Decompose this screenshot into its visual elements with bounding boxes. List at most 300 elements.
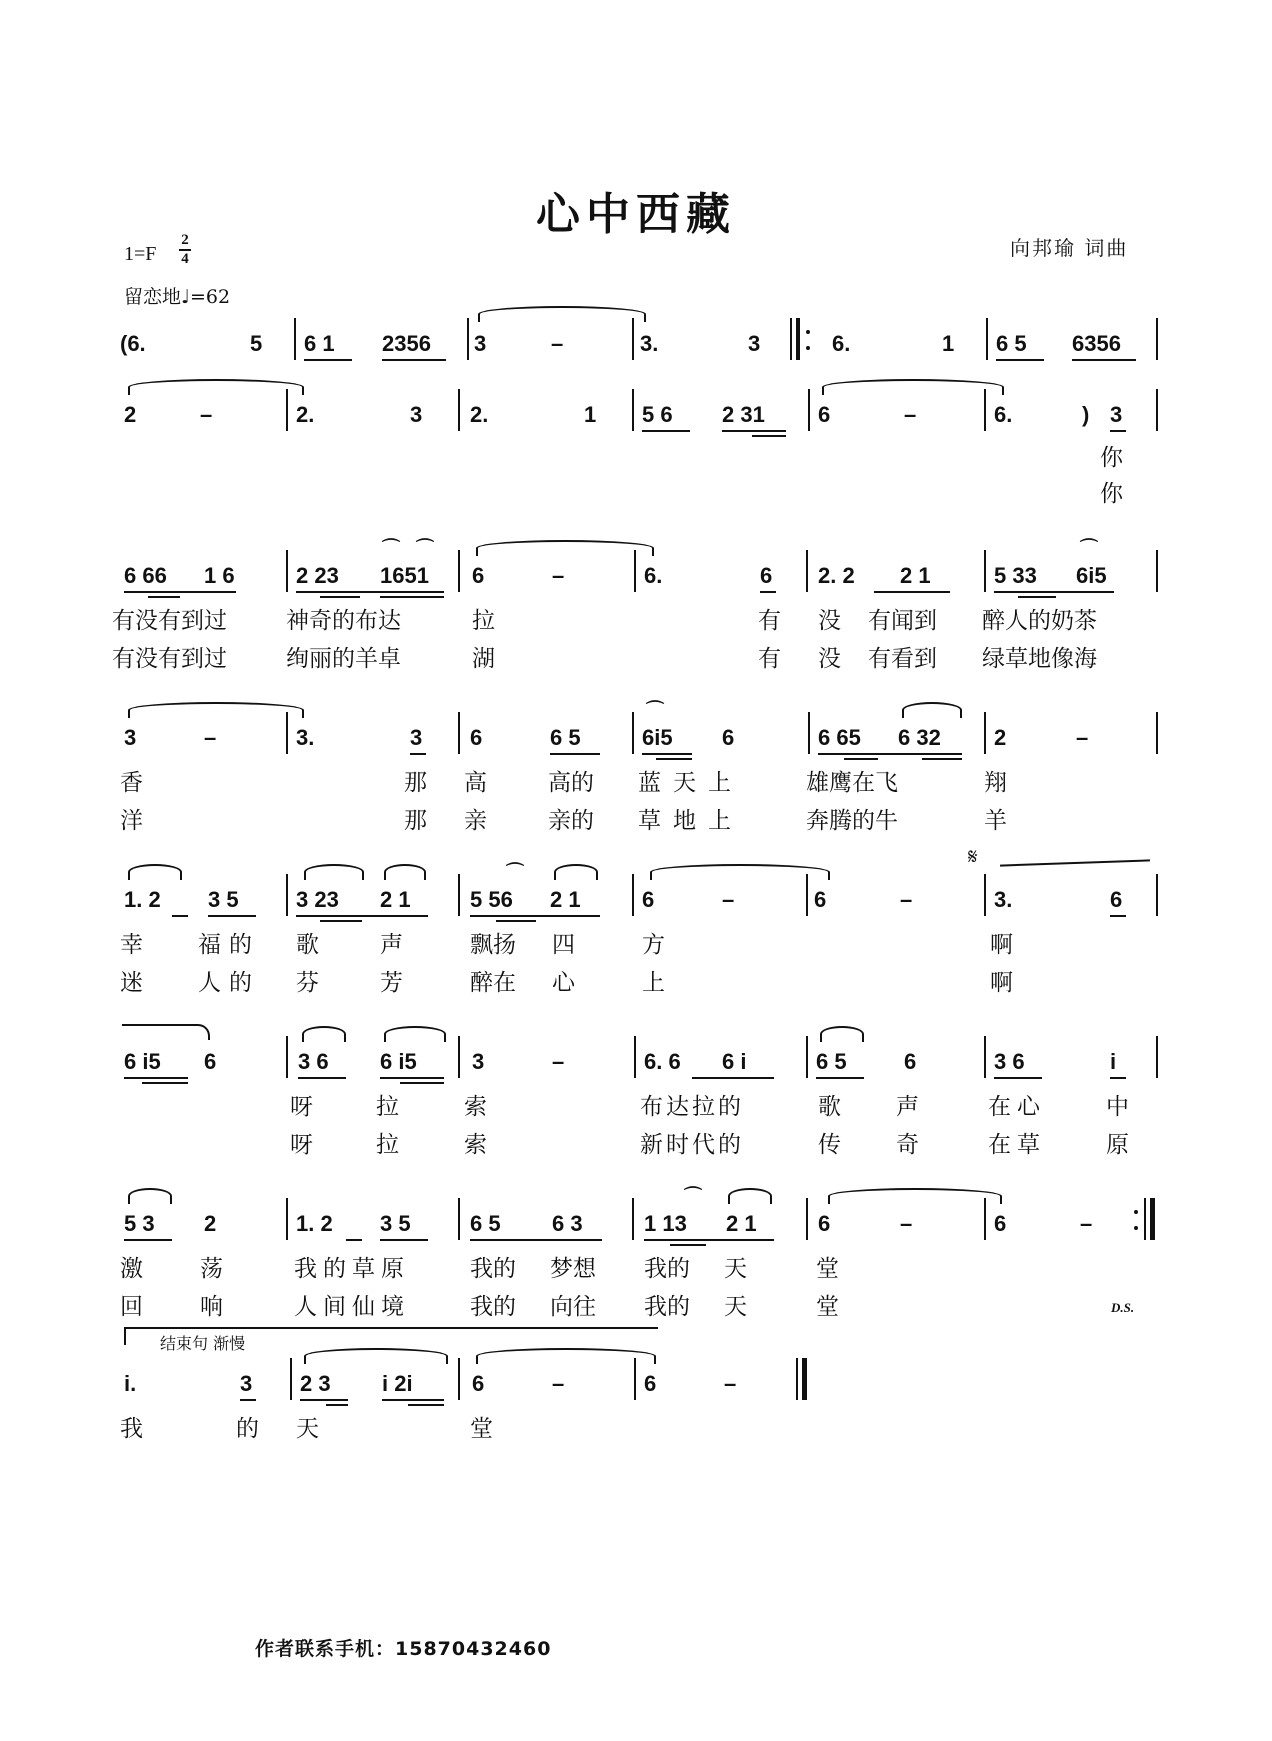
author-credit: 向邦瑜 词曲 <box>1010 236 1129 260</box>
barline <box>458 389 460 431</box>
dash: – <box>204 725 217 750</box>
tie-arc <box>478 306 646 322</box>
dash: – <box>551 331 564 356</box>
repeat-dot <box>806 346 810 350</box>
dash: – <box>200 402 213 427</box>
barline <box>984 874 986 916</box>
lyric: 那 <box>404 770 427 796</box>
barline <box>458 1358 460 1400</box>
lyric: 呀 <box>290 1132 313 1158</box>
tie-arc <box>822 379 1004 395</box>
fermata-mark: ⌒ <box>646 700 664 721</box>
note: 1 13 <box>644 1211 687 1236</box>
note: 2 3 <box>300 1371 331 1396</box>
lyric: 梦想 <box>550 1256 596 1282</box>
beam-underline <box>380 1077 444 1079</box>
note: 1. 2 <box>296 1211 333 1236</box>
lyric: 我的 <box>470 1256 516 1282</box>
barline <box>458 712 460 754</box>
note: 6 5 <box>996 331 1027 356</box>
barline <box>806 550 808 592</box>
beam-underline <box>994 1077 1042 1079</box>
note: 5 3 <box>124 1211 155 1236</box>
beam-underline <box>124 591 236 593</box>
note: 3. <box>994 887 1013 912</box>
lyric: 湖 <box>472 646 495 672</box>
beam-underline <box>496 920 536 922</box>
barline <box>1156 318 1158 360</box>
beam-underline <box>844 758 878 760</box>
lyric: 在草 <box>988 1132 1046 1158</box>
time-signature <box>178 232 192 268</box>
repeat-barline <box>1150 1198 1155 1240</box>
beam-underline <box>644 1239 774 1241</box>
fermata-mark: ⌒ <box>506 862 524 883</box>
note: 6 <box>760 563 773 588</box>
note: 6i5 <box>642 725 673 750</box>
lyric: 香 <box>120 770 143 796</box>
beam-underline <box>410 753 426 755</box>
lyric: 在心 <box>988 1094 1046 1120</box>
note: i <box>1110 1049 1117 1074</box>
note: 6. 6 <box>644 1049 681 1074</box>
lyric: 歌 <box>296 932 319 958</box>
beam-underline <box>550 753 600 755</box>
note: 6. <box>644 563 663 588</box>
note: 6 i5 <box>124 1049 161 1074</box>
barline <box>632 712 634 754</box>
note: 3 <box>124 725 137 750</box>
barline <box>806 874 808 916</box>
beam-underline <box>1018 596 1056 598</box>
barline <box>806 1198 808 1240</box>
dash: – <box>552 1371 565 1396</box>
lyric: 福的 <box>198 932 260 958</box>
lyric: 拉 <box>472 608 495 634</box>
lyric: 高 <box>464 770 487 796</box>
lyric: 迷 <box>120 970 143 996</box>
author-contact: 作者联系手机：15870432460 <box>255 1638 552 1660</box>
lyric: 天 <box>296 1416 319 1442</box>
barline <box>984 1198 986 1240</box>
lyric: 方 <box>642 932 665 958</box>
lyric: 声 <box>380 932 403 958</box>
lyric: 那 <box>404 808 427 834</box>
dash: – <box>722 887 735 912</box>
lyric: 堂 <box>816 1256 839 1282</box>
time-signature-bottom: 4 <box>181 251 189 267</box>
note: 3 <box>1110 402 1123 427</box>
note: 2 <box>204 1211 217 1236</box>
lyric: 布达拉的 <box>640 1094 744 1120</box>
lyric: 没 <box>818 646 841 672</box>
note: 3 23 <box>296 887 339 912</box>
note: 2 1 <box>380 887 411 912</box>
note: 6 65 <box>818 725 861 750</box>
barline <box>458 550 460 592</box>
beam-underline <box>320 920 362 922</box>
lyric: 人间仙境 <box>294 1294 410 1320</box>
beam-underline <box>1110 1077 1126 1079</box>
barline <box>1144 1198 1146 1240</box>
lyric: 声 <box>896 1094 919 1120</box>
lyric: 幸 <box>120 932 143 958</box>
note: 2 <box>124 402 137 427</box>
tie-arc <box>128 379 304 395</box>
repeat-barline <box>796 318 800 360</box>
beam-underline <box>300 1399 348 1401</box>
note: 1 <box>584 402 597 427</box>
note: 3. <box>296 725 315 750</box>
lyric: 没 <box>818 608 841 634</box>
beam-underline <box>692 1077 774 1079</box>
lyric: 雄鹰在飞 <box>806 770 898 796</box>
lyric: 荡 <box>200 1256 223 1282</box>
beam-underline <box>470 1239 602 1241</box>
note: 2 23 <box>296 563 339 588</box>
note: 6 5 <box>550 725 581 750</box>
note: 1651 <box>380 563 429 588</box>
lyric: 天 <box>724 1294 747 1320</box>
note: 6i5 <box>1076 563 1107 588</box>
lyric: 的 <box>236 1416 259 1442</box>
beam-underline <box>346 1239 362 1241</box>
lyric: 绚丽的羊卓 <box>286 646 401 672</box>
tie-arc <box>902 702 962 718</box>
beam-underline <box>922 758 962 760</box>
lyric: 亲 <box>464 808 487 834</box>
beam-underline <box>296 915 428 917</box>
note: 6. <box>994 402 1013 427</box>
note: 5 33 <box>994 563 1037 588</box>
lyric: 回 <box>120 1294 143 1320</box>
lyric: 人的 <box>198 970 260 996</box>
lyric: 我的 <box>644 1256 690 1282</box>
note: 2 1 <box>550 887 581 912</box>
barline <box>1156 550 1158 592</box>
note: 6 <box>814 887 827 912</box>
barline <box>286 874 288 916</box>
lyric: 奇 <box>896 1132 919 1158</box>
repeat-dot <box>1134 1226 1138 1230</box>
note: (6. <box>120 331 146 356</box>
barline <box>796 1358 798 1400</box>
note: 6 <box>472 1371 485 1396</box>
note: 5 6 <box>642 402 673 427</box>
note: 3 <box>472 1049 485 1074</box>
note: 1. 2 <box>124 887 161 912</box>
note: 6 <box>204 1049 217 1074</box>
barline <box>290 1358 292 1400</box>
barline <box>286 712 288 754</box>
beam-underline <box>382 359 446 361</box>
barline <box>1156 874 1158 916</box>
barline <box>1156 1036 1158 1078</box>
lyric: 啊 <box>990 932 1013 958</box>
barline <box>632 389 634 431</box>
note: 6 3 <box>552 1211 583 1236</box>
barline <box>294 318 296 360</box>
note: 6 <box>818 1211 831 1236</box>
tie-arc <box>128 864 182 880</box>
barline <box>632 874 634 916</box>
note: i 2i <box>382 1371 413 1396</box>
note: 6 5 <box>816 1049 847 1074</box>
lyric: 有没有到过 <box>112 646 227 672</box>
note: 6 1 <box>304 331 335 356</box>
dash: – <box>904 402 917 427</box>
beam-underline <box>642 753 692 755</box>
barline <box>634 1036 636 1078</box>
barline <box>458 1036 460 1078</box>
tie-arc <box>476 540 654 556</box>
tie-arc <box>384 864 426 880</box>
paren: ) <box>1082 402 1090 427</box>
lyric: 索 <box>464 1094 487 1120</box>
barline <box>286 1198 288 1240</box>
note: 6356 <box>1072 331 1121 356</box>
beam-underline <box>298 1077 346 1079</box>
tie-arc <box>384 1026 446 1042</box>
lyric: 呀 <box>290 1094 313 1120</box>
dash: – <box>1080 1211 1093 1236</box>
beam-underline <box>1110 915 1126 917</box>
lyric: 我 <box>120 1416 143 1442</box>
lyric: 醉在 <box>470 970 516 996</box>
lyric: 传 <box>818 1132 841 1158</box>
lyric: 有 <box>758 608 781 634</box>
barline <box>984 1036 986 1078</box>
lyric: 啊 <box>990 970 1013 996</box>
lyric: 神奇的布达 <box>286 608 401 634</box>
note: 6 <box>472 563 485 588</box>
barline <box>808 712 810 754</box>
lyric: 奔腾的牛 <box>806 808 898 834</box>
beam-underline <box>380 596 444 598</box>
beam-underline <box>996 359 1044 361</box>
barline <box>286 550 288 592</box>
lyric: 芳 <box>380 970 403 996</box>
lyric: 芬 <box>296 970 319 996</box>
note: 2. 2 <box>818 563 855 588</box>
fermata-mark: ⌒ <box>416 538 434 559</box>
slur-line <box>122 1024 210 1040</box>
note: 3 <box>410 402 423 427</box>
song-title: 心中西藏 <box>536 189 736 240</box>
barline <box>634 550 636 592</box>
beam-underline <box>816 1077 864 1079</box>
lyric: 有闻到 <box>868 608 937 634</box>
beam-underline <box>752 435 786 437</box>
note: 6 <box>470 725 483 750</box>
key-signature: 1=F <box>124 243 157 265</box>
note: 6 <box>1110 887 1123 912</box>
beam-underline <box>382 1399 444 1401</box>
note: i. <box>124 1371 137 1396</box>
lyric: 我的 <box>644 1294 690 1320</box>
lyric: 亲的 <box>548 808 594 834</box>
lyric: 心 <box>552 970 575 996</box>
lyric: 原 <box>1106 1132 1129 1158</box>
lyric: 有没有到过 <box>112 608 227 634</box>
tie-arc <box>302 1026 346 1042</box>
beam-underline <box>142 1082 188 1084</box>
tie-arc <box>476 1348 656 1364</box>
note: 6 <box>904 1049 917 1074</box>
note: 2 <box>994 725 1007 750</box>
beam-underline <box>326 1404 348 1406</box>
note: 2. <box>470 402 489 427</box>
note: 3. <box>640 331 659 356</box>
lyric: 我的草原 <box>294 1256 410 1282</box>
segno-sign: 𝄋 <box>968 845 978 870</box>
note: 6 <box>994 1211 1007 1236</box>
note: 5 56 <box>470 887 513 912</box>
beam-underline <box>208 915 256 917</box>
note: 3 <box>240 1371 253 1396</box>
lyric: 有看到 <box>868 646 937 672</box>
beam-underline <box>818 753 962 755</box>
lyric: 我的 <box>470 1294 516 1320</box>
lyric: 中 <box>1106 1094 1129 1120</box>
lyric: 羊 <box>984 808 1007 834</box>
barline <box>467 318 469 360</box>
tie-arc <box>304 864 364 880</box>
beam-underline <box>400 1082 444 1084</box>
dash: – <box>1076 725 1089 750</box>
note: 6 66 <box>124 563 167 588</box>
lyric: 醉人的奶茶 <box>982 608 1097 634</box>
barline <box>632 318 634 360</box>
lyric: 翔 <box>984 770 1007 796</box>
beam-underline <box>656 758 692 760</box>
barline <box>1156 712 1158 754</box>
note: 6 i5 <box>380 1049 417 1074</box>
barline <box>986 318 988 360</box>
barline <box>984 550 986 592</box>
beam-underline <box>722 430 786 432</box>
beam-underline <box>304 359 352 361</box>
beam-underline <box>148 596 180 598</box>
repeat-dot <box>1134 1210 1138 1214</box>
time-signature-top: 2 <box>181 232 189 248</box>
barline <box>984 389 986 431</box>
barline <box>808 389 810 431</box>
lyric: 拉 <box>376 1132 399 1158</box>
lyric: 草地上 <box>638 808 743 834</box>
note: 3 5 <box>208 887 239 912</box>
note: 1 6 <box>204 563 235 588</box>
lyric: 四 <box>552 932 575 958</box>
dash: – <box>552 1049 565 1074</box>
lyric: 高的 <box>548 770 594 796</box>
note: 2356 <box>382 331 431 356</box>
note: 6. <box>832 331 851 356</box>
lyric: 你 <box>1100 481 1123 507</box>
beam-underline <box>296 591 444 593</box>
note: 3 <box>474 331 487 356</box>
tie-arc <box>650 864 830 880</box>
barline <box>286 389 288 431</box>
lyric: 蓝天上 <box>638 770 743 796</box>
ending-label: 结束句 渐慢 <box>160 1334 246 1353</box>
fermata-mark: ⌒ <box>382 538 400 559</box>
dash: – <box>552 563 565 588</box>
barline <box>286 1036 288 1078</box>
note: 2 1 <box>726 1211 757 1236</box>
fermata-mark: ⌒ <box>1080 538 1098 559</box>
note: 6 <box>644 1371 657 1396</box>
beam-underline <box>994 591 1114 593</box>
note: 2 1 <box>900 563 931 588</box>
beam-underline <box>172 915 188 917</box>
note: 6 <box>642 887 655 912</box>
beam-underline <box>240 1399 256 1401</box>
barline <box>632 1198 634 1240</box>
barline <box>458 874 460 916</box>
beam-underline <box>470 915 600 917</box>
dash: – <box>900 887 913 912</box>
barline <box>458 1198 460 1240</box>
tie-arc <box>128 1188 172 1204</box>
tie-arc <box>554 864 598 880</box>
barline <box>984 712 986 754</box>
beam-underline <box>320 596 360 598</box>
tie-arc <box>828 1188 1002 1204</box>
repeat-dot <box>806 330 810 334</box>
beam-underline <box>124 1239 172 1241</box>
tie-arc <box>820 1026 864 1042</box>
barline <box>1156 389 1158 431</box>
lyric: 上 <box>642 970 665 996</box>
note: 5 <box>250 331 263 356</box>
note: 6 <box>818 402 831 427</box>
lyric: 堂 <box>470 1416 493 1442</box>
dal-segno-mark: D.S. <box>1111 1300 1135 1315</box>
note: 6 32 <box>898 725 941 750</box>
beam-underline <box>760 591 776 593</box>
lyric: 有 <box>758 646 781 672</box>
beam-underline <box>1072 359 1136 361</box>
note: 3 <box>748 331 761 356</box>
beam-underline <box>642 430 690 432</box>
tie-arc <box>304 1348 448 1364</box>
lyric: 飘扬 <box>470 932 516 958</box>
note: 6 5 <box>470 1211 501 1236</box>
note: 3 <box>410 725 423 750</box>
lyric: 你 <box>1100 445 1123 471</box>
lyric: 响 <box>200 1294 223 1320</box>
tempo-marking: 留恋地♩=62 <box>124 286 231 308</box>
tie-arc <box>128 702 304 718</box>
lyric: 激 <box>120 1256 143 1282</box>
lyric: 拉 <box>376 1094 399 1120</box>
note: 6 <box>722 725 735 750</box>
final-barline <box>802 1358 807 1400</box>
lyric: 堂 <box>816 1294 839 1320</box>
note: 6 i <box>722 1049 747 1074</box>
barline <box>790 318 792 360</box>
beam-underline <box>874 591 950 593</box>
tie-arc <box>728 1188 772 1204</box>
slur-line <box>1000 859 1150 866</box>
fermata-mark: ⌒ <box>684 1186 702 1207</box>
note: 2. <box>296 402 315 427</box>
note: 3 5 <box>380 1211 411 1236</box>
lyric: 洋 <box>120 808 143 834</box>
note: 3 6 <box>298 1049 329 1074</box>
beam-underline <box>670 1244 706 1246</box>
